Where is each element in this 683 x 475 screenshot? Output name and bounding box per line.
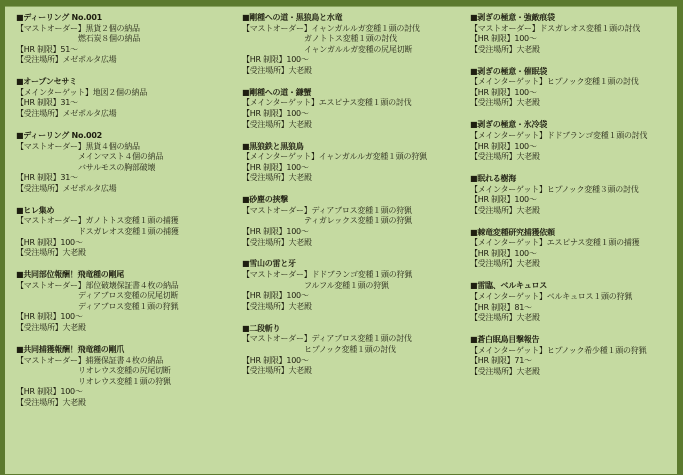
quest-detail-line: 【受注場所】大老殿	[16, 323, 86, 333]
quest-title: ■蒼白眠鳥目撃報告	[470, 335, 540, 345]
quest-entry	[16, 270, 179, 334]
quest-title: ■砂塵の挟撃	[242, 195, 289, 205]
quest-entry	[242, 324, 427, 377]
quest-detail-line: 【受注場所】大老殿	[242, 237, 312, 247]
quest-detail-line: 【メインターゲット】ヒプノック変種３頭の討伐	[470, 184, 639, 194]
quest-detail-line: 【受注場所】大老殿	[242, 366, 312, 376]
quest-detail-line: 【受注場所】大老殿	[16, 397, 86, 407]
quest-detail-line: 【マストオーダー】部位破壊保証書４枚の納品	[16, 280, 179, 290]
quest-entry	[242, 259, 427, 312]
quest-title: ■剥ぎの極意・氷冷袋	[470, 120, 548, 130]
quest-detail-line: メインマスト４個の納品	[16, 152, 164, 162]
quest-detail-line: 【HR 制限】100～	[470, 34, 537, 44]
quest-detail-line: 【HR 制限】100～	[242, 226, 309, 236]
quest-title: ■剥ぎの極意・催眠袋	[470, 66, 548, 76]
quest-detail-line: 【マストオーダー】ディアブロス変種１頭の討伐	[242, 334, 412, 344]
quest-title: ■剛種への道・黒狼鳥と水竜	[242, 13, 343, 22]
quest-detail-line: 【HR 制限】51～	[16, 44, 78, 54]
quest-detail-line: 【受注場所】大老殿	[470, 205, 540, 215]
quest-entry	[16, 77, 179, 119]
quest-title: ■棘竜変種研究捕獲依頼	[470, 227, 555, 237]
quest-entry	[242, 13, 427, 77]
quest-detail-line: 【受注場所】大老殿	[242, 301, 312, 311]
quest-detail-line: ディアブロス変種１頭の狩猟	[16, 301, 179, 311]
quest-title: ■オープンセサミ	[16, 77, 77, 87]
quest-title: ■ディーリング No.001	[16, 13, 102, 22]
quest-entry	[470, 13, 647, 55]
quest-detail-line: 【HR 制限】100～	[470, 87, 537, 97]
quest-detail-line: 【HR 制限】100～	[470, 141, 537, 151]
quest-detail-line: 【受注場所】大老殿	[16, 248, 86, 258]
quest-entry	[470, 120, 647, 162]
quest-detail-line: 【HR 制限】100～	[470, 195, 537, 205]
quest-entry	[242, 88, 427, 130]
quest-entry	[16, 206, 179, 259]
quest-detail-line: 【マストオーダー】ドスガレオス変種１頭の討伐	[470, 23, 641, 33]
quest-column-3	[470, 13, 647, 389]
quest-detail-line: 【受注場所】大老殿	[470, 259, 540, 269]
quest-entry	[470, 174, 647, 216]
quest-detail-line: 【メインターゲット】ヒプノック変種１頭の討伐	[470, 77, 639, 87]
quest-title: ■ヒレ集め	[16, 205, 55, 215]
quest-detail-line: ディアブロス変種の尻尾切断	[16, 291, 179, 301]
quest-detail-line: 【受注場所】大老殿	[470, 313, 540, 323]
quest-detail-line: ドスガレオス変種１頭の捕獲	[16, 226, 179, 236]
quest-detail-line: ヒプノック変種１頭の討伐	[242, 344, 396, 354]
quest-entry	[16, 13, 179, 66]
quest-title: ■雪山の雷と牙	[242, 259, 296, 269]
quest-detail-line: イャンガルルガ変種の尻尾切断	[242, 44, 413, 54]
quest-detail-line: 【マストオーダー】ドドブランゴ変種１頭の狩猟	[242, 270, 413, 280]
quest-detail-line: 【メインターゲット】ベルキュロス１頭の狩猟	[470, 291, 632, 301]
quest-detail-line: ティガレックス変種１頭の狩猟	[242, 216, 412, 226]
quest-title: ■ディーリング No.002	[16, 130, 102, 140]
quest-detail-line: 【受注場所】大老殿	[470, 366, 540, 376]
quest-detail-line: 【受注場所】大老殿	[470, 152, 540, 162]
quest-detail-line: 【受注場所】メゼポルタ広場	[16, 55, 117, 65]
quest-detail-line: 【マストオーダー】黒貨２個の納品	[16, 23, 140, 33]
quest-detail-line: 【HR 制限】100～	[242, 162, 309, 172]
quest-detail-line: 【メインターゲット】エスピナス変種１頭の討伐	[242, 98, 412, 108]
quest-detail-line: バサルモスの胸部破壊	[16, 162, 156, 172]
quest-detail-line: 【メインターゲット】イャンガルルガ変種１頭の狩猟	[242, 152, 427, 162]
quest-detail-line: 【受注場所】メゼポルタ広場	[16, 183, 117, 193]
quest-detail-line: 【HR 制限】100～	[16, 312, 83, 322]
quest-entry	[16, 131, 179, 195]
quest-detail-line: 【受注場所】大老殿	[242, 173, 312, 183]
quest-detail-line: 【メインターゲット】地図２個の納品	[16, 87, 147, 97]
quest-detail-line: フルフル変種１頭の狩猟	[242, 280, 389, 290]
quest-detail-line: 【マストオーダー】ガノトトス変種１頭の捕獲	[16, 216, 179, 226]
quest-title: ■眠れる樹海	[470, 174, 517, 184]
quest-detail-line: 【メインターゲット】エスピナス変種１頭の捕獲	[470, 238, 640, 248]
quest-detail-line: 【メインターゲット】ヒプノック希少種１頭の狩猟	[470, 345, 647, 355]
quest-title: ■共同捕獲報酬！飛竜種の剛爪	[16, 344, 125, 354]
quest-detail-line: 【HR 制限】31～	[16, 98, 78, 108]
quest-detail-line: 【HR 制限】100～	[16, 237, 83, 247]
quest-detail-line: 燃石炭８個の納品	[16, 34, 140, 44]
quest-title: ■二段斬り	[242, 323, 281, 333]
quest-detail-line: 【受注場所】メゼポルタ広場	[16, 109, 117, 119]
quest-detail-line: 【HR 制限】100～	[242, 109, 309, 119]
quest-detail-line: 【受注場所】大老殿	[470, 98, 540, 108]
quest-detail-line: 【HR 制限】31～	[16, 173, 78, 183]
quest-detail-line: 【マストオーダー】ディアブロス変種１頭の狩猟	[242, 205, 412, 215]
quest-column-1	[16, 13, 179, 420]
quest-column-2	[242, 13, 427, 388]
quest-entry	[242, 195, 427, 248]
quest-detail-line: 【HR 制限】81～	[470, 302, 532, 312]
quest-entry	[242, 142, 427, 184]
quest-detail-line: 【HR 制限】71～	[470, 356, 532, 366]
quest-entry	[470, 67, 647, 109]
quest-detail-line: 【HR 制限】100～	[470, 248, 537, 258]
quest-detail-line: リオレウス変種の尻尾切断	[16, 366, 171, 376]
quest-detail-line: リオレウス変種１頭の狩猟	[16, 376, 171, 386]
quest-list-panel	[5, 6, 677, 474]
quest-detail-line: 【マストオーダー】イャンガルルガ変種１頭の討伐	[242, 23, 420, 33]
quest-detail-line: ガノトトス変種１頭の討伐	[242, 34, 397, 44]
quest-detail-line: 【受注場所】大老殿	[242, 119, 312, 129]
quest-detail-line: 【受注場所】大老殿	[242, 65, 312, 75]
quest-detail-line: 【HR 制限】100～	[242, 291, 309, 301]
quest-title: ■剛種への道・鎌蟹	[242, 87, 312, 97]
quest-title: ■黒狼鉄と黒狼鳥	[242, 141, 304, 151]
quest-entry	[16, 345, 179, 409]
quest-detail-line: 【メインターゲット】ドドブランゴ変種１頭の討伐	[470, 130, 648, 140]
quest-title: ■雷臨、ベルキュロス	[470, 281, 548, 291]
quest-detail-line: 【マストオーダー】捕獲保証書４枚の納品	[16, 355, 164, 365]
quest-detail-line: 【HR 制限】100～	[242, 355, 309, 365]
quest-entry	[470, 281, 647, 323]
quest-entry	[470, 335, 647, 377]
quest-title: ■共同部位報酬！飛竜種の剛尾	[16, 270, 125, 280]
quest-entry	[470, 228, 647, 270]
quest-title: ■剥ぎの極意・強敵痕袋	[470, 13, 555, 22]
quest-detail-line: 【受注場所】大老殿	[470, 44, 540, 54]
quest-detail-line: 【HR 制限】100～	[16, 387, 83, 397]
quest-detail-line: 【マストオーダー】黒貨４個の納品	[16, 141, 140, 151]
quest-detail-line: 【HR 制限】100～	[242, 55, 309, 65]
